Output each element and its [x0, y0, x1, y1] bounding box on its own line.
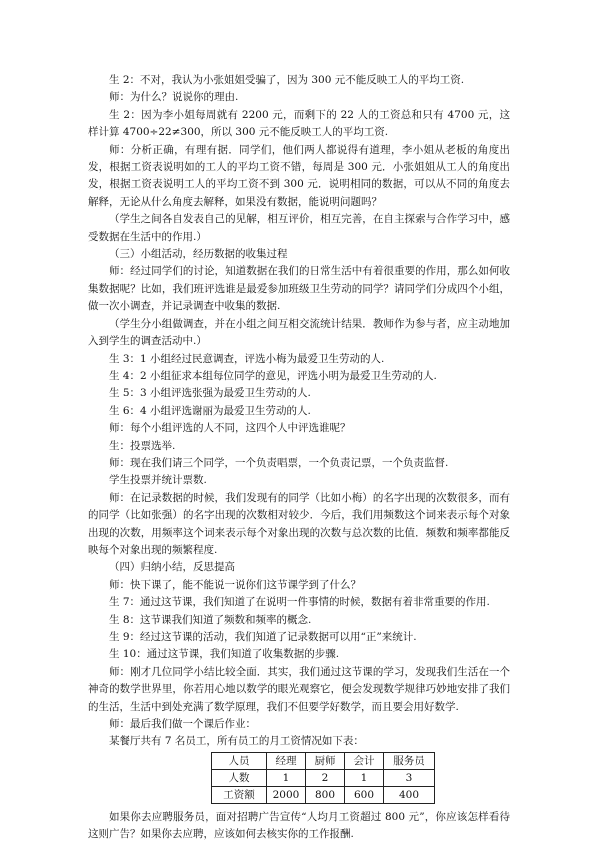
closing-question: 如果你去应聘服务员，面对招聘广告宣传“人均月工资超过 800 元”，你应该怎样看待这则广告？如果你去应聘，应该如何去核实你的工作报酬.	[88, 810, 510, 841]
paragraph: 生 3：1 小组经过民意调查，评选小梅为最爱卫生劳动的人.	[109, 352, 385, 365]
paragraph: 生 8：这节课我们知道了频数和频率的概念.	[109, 613, 312, 626]
paragraph: （学生之间各自发表自己的见解，相互评价，相互完善，在自主探索与合作学习中，感受数据在生活中的作用.）	[88, 213, 510, 243]
table-cell: 800	[306, 786, 345, 803]
table-header-cell: 服务员	[384, 752, 435, 769]
paragraph: 师：最后我们做一个课后作业：	[109, 718, 256, 731]
section-heading: （三）小组活动，经历数据的收集过程	[109, 248, 288, 261]
paragraph: 生 4：2 小组征求本组每位同学的意见，评选小明为最爱卫生劳动的人.	[109, 369, 437, 382]
section-heading: （四）归纳小结，反思提高	[109, 561, 235, 574]
paragraph: 师：在记录数据的时候，我们发现有的同学（比如小梅）的名字出现的次数很多，而有的同学（比如张强）的名字出现的次数相对较少．今后，我们用频数这个词来表示每个对象出现的次数，用频率这个词来表示每个对象出现的次数与总次数的比值．频数和频率都能反映每个对象出现的频繁程度.	[88, 491, 510, 556]
paragraph: 师：快下课了，能不能说一说你们这节课学到了什么？	[109, 578, 361, 591]
paragraph: 某餐厅共有 7 名员工，所有员工的月工资情况如下表：	[109, 735, 364, 748]
table-cell: 工资额	[212, 786, 267, 803]
table-cell: 人数	[212, 769, 267, 786]
table-row	[212, 786, 435, 803]
table-cell: 600	[345, 786, 384, 803]
paragraph: 师：现在我们请三个同学，一个负责唱票，一个负责记票，一个负责监督.	[109, 456, 449, 469]
table-cell: 3	[384, 769, 435, 786]
table-header-cell: 经理	[267, 752, 306, 769]
paragraph: 生 5：3 小组评选张强为最爱卫生劳动的人.	[109, 387, 311, 400]
table-cell: 2000	[267, 786, 306, 803]
paragraph: （学生分小组做调查，并在小组之间互相交流统计结果．教师作为参与者，应主动地加入到学生的调查活动中.）	[88, 317, 510, 348]
table-cell: 2	[306, 769, 345, 786]
salary-table	[211, 752, 435, 804]
document-body	[88, 72, 510, 844]
table-cell: 1	[267, 769, 306, 786]
table-header-cell: 人员	[212, 752, 267, 769]
paragraph: 生 2：不对，我认为小张姐姐受骗了，因为 300 元不能反映工人的平均工资.	[109, 74, 465, 86]
table-header-cell: 会计	[345, 752, 384, 769]
table-cell: 1	[345, 769, 384, 786]
paragraph: 生 6：4 小组评选谢丽为最爱卫生劳动的人.	[109, 404, 311, 417]
paragraph: 生 2：因为李小姐每周就有 2200 元，而剩下的 22 人的工资总和只有 4700 元，这样计算 4700÷22≠300，所以 300 元不能反映工人的平均工资.	[88, 108, 510, 139]
table-header-cell: 厨师	[306, 752, 345, 769]
paragraph: 生 9：经过这节课的活动，我们知道了记录数据可以用“正”来统计.	[109, 631, 417, 643]
table-cell: 400	[384, 786, 435, 803]
paragraph: 生 10：通过这节课，我们知道了收集数据的步骤.	[109, 648, 340, 661]
paragraph: 学生投票并统计票数.	[109, 474, 207, 487]
paragraph: 师：为什么？说说你的理由.	[109, 91, 239, 104]
table-row	[212, 769, 435, 786]
table-header-row	[212, 752, 435, 769]
paragraph: 师：经过同学们的讨论，知道数据在我们的日常生活中有着很重要的作用，那么如何收集数据呢？比如，我们班评选谁是最爱参加班级卫生劳动的同学？请同学们分成四个小组，做一次小调查，并记录调查中收集的数据.	[88, 265, 510, 313]
paragraph: 师：每个小组评选的人不同，这四个人中评选谁呢？	[109, 422, 351, 435]
paragraph: 生：投票选举.	[109, 439, 176, 452]
paragraph: 师：分析正确，有理有据．同学们，他们两人都说得有道理，李小姐从老板的角度出发，根据工资表说明如的工人的平均工资不错，每周是 300 元．小张姐姐从工人的角度出发，根据工资表说明工人的平均工资不到 300 元．说明相同的数据，可以从不同的角度去解释，无论从什么角度去解释，如果没有数据，能说明问题吗？	[88, 143, 510, 208]
paragraph: 生 7：通过这节课，我们知道了在说明一件事情的时候，数据有着非常重要的作用.	[109, 596, 490, 609]
paragraph: 师：刚才几位同学小结比较全面．其实，我们通过这节课的学习，发现我们生活在一个神奇的数学世界里，你若用心地以数学的眼光观察它，便会发现数学规律巧妙地安排了我们的生活，生活中到处充满了数学原理，我们不但要学好数学，而且要会用好数学.	[88, 665, 510, 713]
